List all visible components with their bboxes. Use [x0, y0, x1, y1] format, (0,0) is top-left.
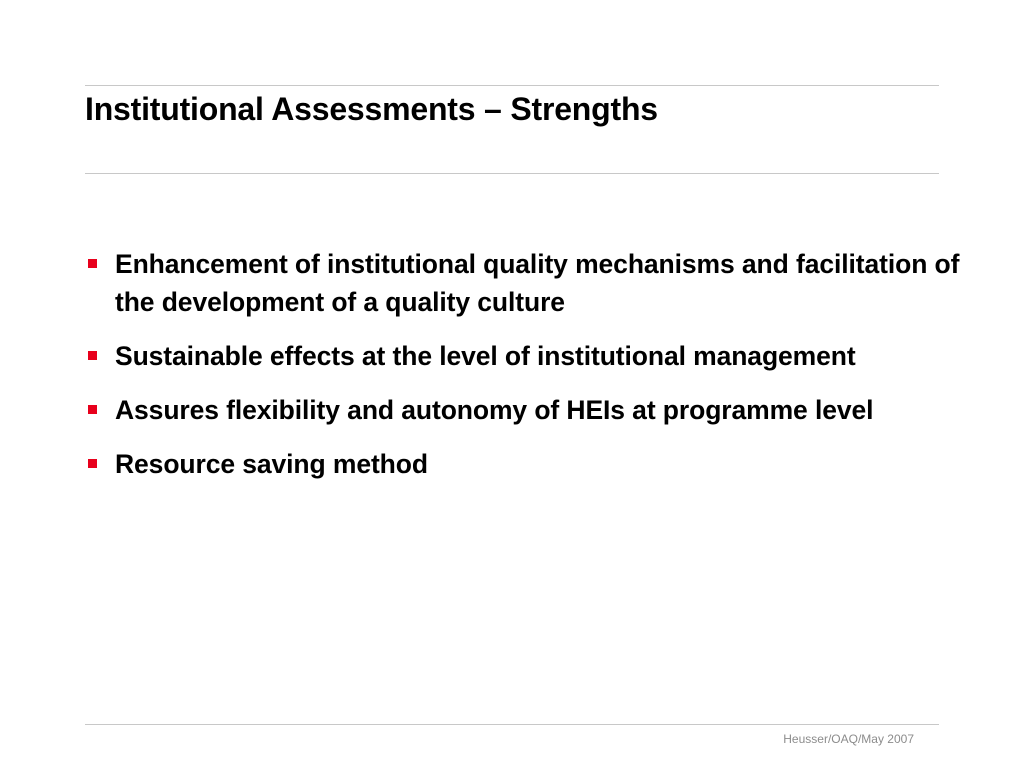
slide-title: Institutional Assessments – Strengths	[85, 91, 658, 127]
square-bullet-icon	[88, 405, 97, 414]
bullet-list	[85, 245, 965, 499]
square-bullet-icon	[88, 351, 97, 360]
bullet-text: Enhancement of institutional quality mechanisms and facilitation of the development of a quality culture	[115, 249, 960, 317]
list-item	[85, 391, 965, 429]
list-item	[85, 337, 965, 375]
title-divider	[85, 173, 939, 174]
list-item	[85, 245, 965, 321]
bullet-text: Sustainable effects at the level of institutional management	[115, 341, 856, 371]
square-bullet-icon	[88, 459, 97, 468]
top-divider	[85, 85, 939, 86]
square-bullet-icon	[88, 259, 97, 268]
footer-credit: Heusser/OAQ/May 2007	[783, 732, 914, 746]
list-item	[85, 445, 965, 483]
bullet-text: Resource saving method	[115, 449, 428, 479]
bullet-text: Assures flexibility and autonomy of HEIs at programme level	[115, 395, 874, 425]
footer-divider	[85, 724, 939, 725]
